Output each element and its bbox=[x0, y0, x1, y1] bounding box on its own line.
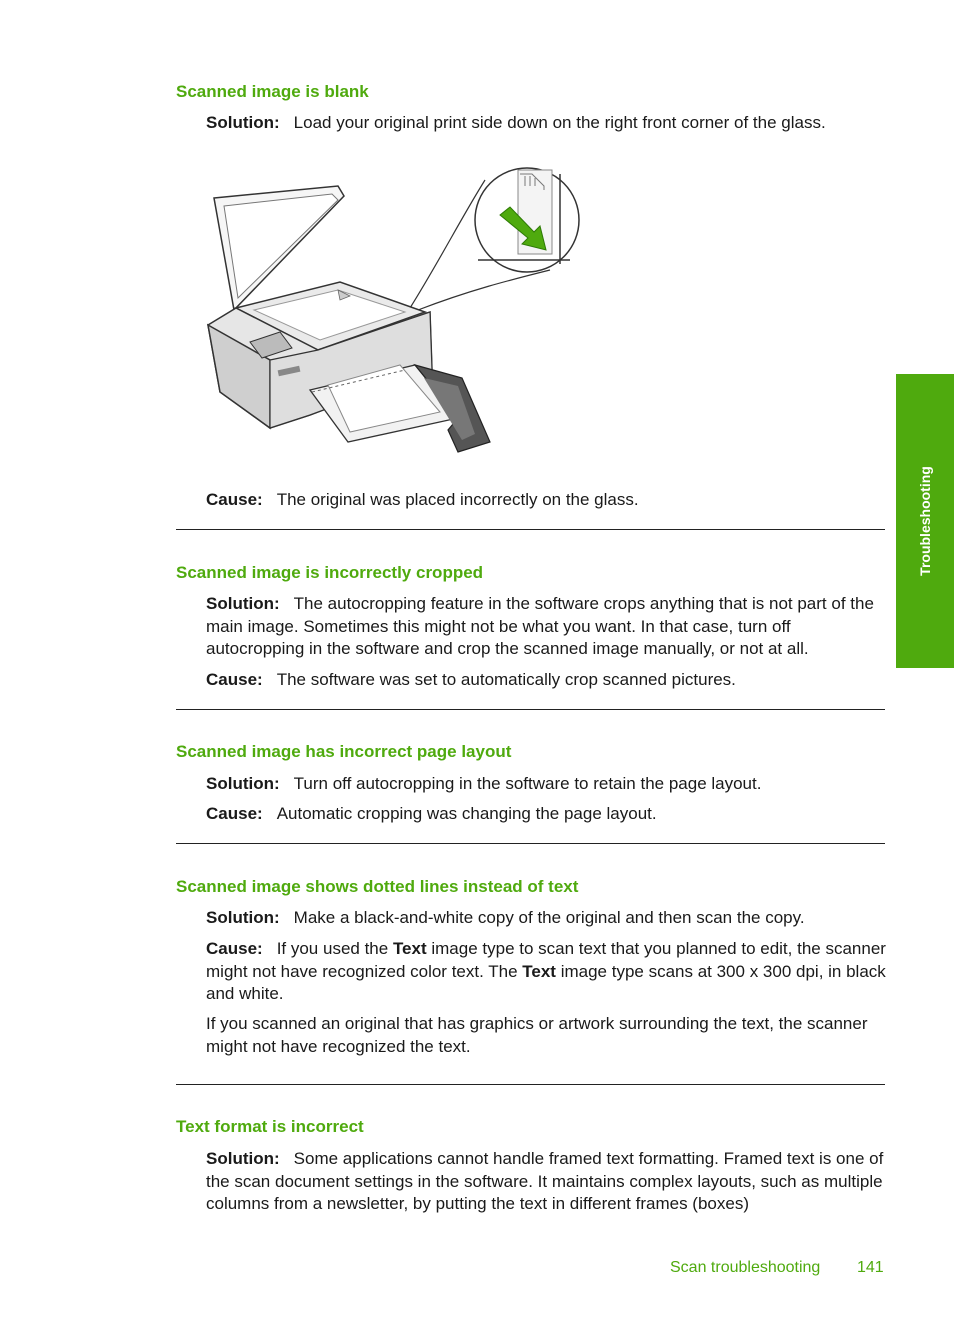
cause-text-part1: If you used the bbox=[276, 939, 393, 958]
cause-text: The software was set to automatically crop scanned pictures. bbox=[276, 670, 736, 689]
section-divider bbox=[176, 1084, 885, 1085]
solution-text: The autocropping feature in the software crops anything that is not part of the main image. Sometimes this might not be what you want. In that case, turn off autocropping in the software and crop the scanned image manually, or not at all. bbox=[206, 594, 874, 658]
cause-text-bold2: Text bbox=[522, 961, 556, 981]
footer-section-title: Scan troubleshooting bbox=[670, 1259, 821, 1276]
section-heading-dotted: Scanned image shows dotted lines instead of text bbox=[176, 877, 579, 896]
section-divider bbox=[176, 529, 885, 530]
scanner-with-arrow-icon bbox=[200, 160, 590, 460]
cause-label: Cause: bbox=[206, 490, 263, 509]
cause-label: Cause: bbox=[206, 670, 263, 689]
cause-text-part2: image type to scan text that you planned to edit, the scanner might not have recognized color text. The bbox=[206, 939, 886, 981]
cause-text: Automatic cropping was changing the page layout. bbox=[276, 804, 657, 823]
cause-text-bold1: Text bbox=[392, 939, 427, 958]
page-number: 141 bbox=[857, 1259, 884, 1276]
solution-blank bbox=[206, 112, 886, 135]
side-tab-troubleshooting bbox=[896, 374, 954, 668]
solution-text: Make a black-and-white copy of the original and then scan the copy. bbox=[293, 908, 805, 927]
solution-label: Solution: bbox=[206, 1149, 280, 1168]
section-heading-text-format: Text format is incorrect bbox=[176, 1117, 364, 1136]
solution-cropped bbox=[206, 593, 886, 661]
solution-layout bbox=[206, 773, 886, 796]
solution-label: Solution: bbox=[206, 594, 280, 613]
cause-text-part3: image type scans at 300 x 300 dpi, in black and white. bbox=[206, 961, 886, 1003]
solution-label: Solution: bbox=[206, 908, 280, 927]
cause-blank bbox=[206, 489, 886, 512]
section-heading-layout: Scanned image has incorrect page layout bbox=[176, 742, 512, 761]
solution-dotted bbox=[206, 907, 886, 930]
extra-dotted: If you scanned an original that has graphics or artwork surrounding the text, the scanner might not have recognized the text. bbox=[206, 1014, 868, 1056]
solution-text: Some applications cannot handle framed text formatting. Framed text is one of the scan document settings in the software. It maintains complex layouts, such as multiple columns from a newsletter, by putting the text in different frames (boxes) bbox=[206, 1149, 884, 1213]
cause-dotted bbox=[206, 938, 886, 1006]
solution-text-format bbox=[206, 1148, 886, 1216]
side-tab-label: Troubleshooting bbox=[917, 466, 933, 576]
solution-text: Load your original print side down on the right front corner of the glass. bbox=[293, 113, 826, 132]
solution-label: Solution: bbox=[206, 774, 280, 793]
cause-text: The original was placed incorrectly on the glass. bbox=[276, 490, 639, 509]
section-heading-blank: Scanned image is blank bbox=[176, 82, 369, 101]
section-heading-cropped: Scanned image is incorrectly cropped bbox=[176, 563, 484, 582]
cause-label: Cause: bbox=[206, 939, 263, 958]
solution-text: Turn off autocropping in the software to retain the page layout. bbox=[293, 774, 762, 793]
section-divider bbox=[176, 709, 885, 710]
cause-label: Cause: bbox=[206, 804, 263, 823]
section-divider bbox=[176, 843, 885, 844]
solution-label: Solution: bbox=[206, 113, 280, 132]
cause-layout bbox=[206, 803, 886, 826]
cause-cropped bbox=[206, 669, 886, 692]
